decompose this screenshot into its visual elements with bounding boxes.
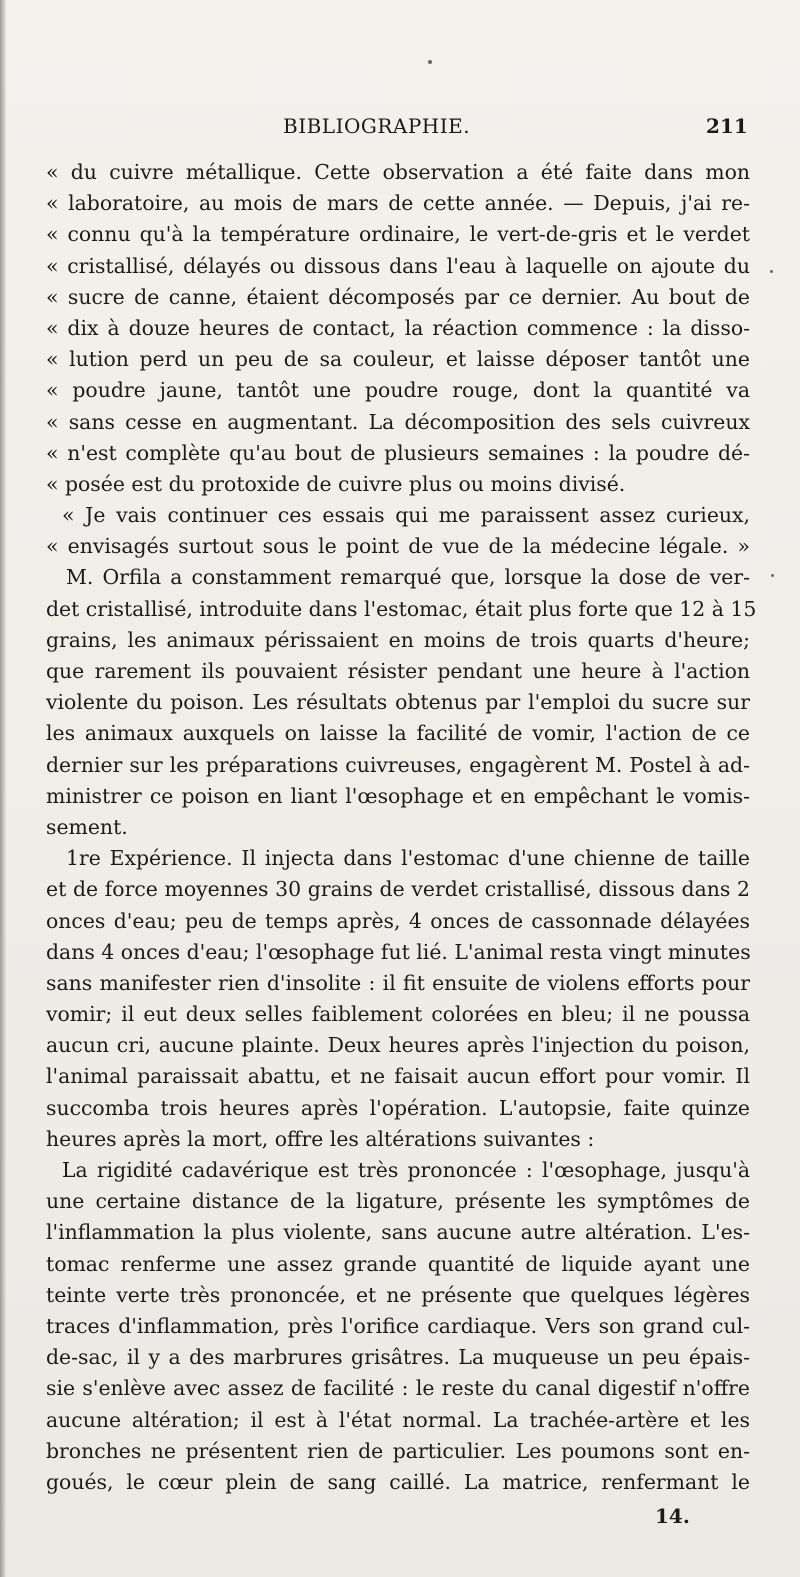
- text-line: sie s'enlève avec assez de facilité : le reste du canal digestif n'offre: [46, 1376, 750, 1401]
- text-line: « sans cesse en augmentant. La décomposition des sels cuivreux: [46, 409, 750, 434]
- text-line: goués, le cœur plein de sang caillé. La matrice, renfermant le: [46, 1469, 750, 1494]
- page-number: 211: [706, 114, 748, 138]
- text-line: « cristallisé, délayés ou dissous dans l'eau à laquelle on ajoute du: [46, 253, 750, 278]
- body-text: [46, 157, 757, 1498]
- ink-speck: [771, 574, 774, 577]
- text-line: l'inflammation la plus violente, sans aucune autre altération. L'es-: [46, 1220, 750, 1245]
- text-line: heures après la mort, offre les altérations suivantes :: [46, 1126, 595, 1151]
- text-line: 1re Expérience. Il injecta dans l'estomac d'une chienne de taille: [66, 846, 750, 871]
- text-line: aucune altération; il est à l'état normal. La trachée-artère et les: [46, 1407, 750, 1432]
- text-line: « laboratoire, au mois de mars de cette année. — Depuis, j'ai re-: [46, 191, 750, 216]
- text-line: violente du poison. Les résultats obtenus par l'emploi du sucre sur: [46, 690, 750, 715]
- text-line: « posée est du protoxide de cuivre plus ou moins divisé.: [46, 471, 626, 496]
- text-line: dans 4 onces d'eau; l'œsophage fut lié. L'animal resta vingt minutes: [46, 939, 751, 964]
- text-line: tomac renferme une assez grande quantité de liquide ayant une: [46, 1251, 750, 1276]
- ink-speck: [428, 60, 432, 64]
- text-line: « envisagés surtout sous le point de vue de la médecine légale. »: [46, 534, 750, 559]
- page-edge-shadow: [0, 0, 6, 1577]
- text-line: « dix à douze heures de contact, la réaction commence : la disso-: [46, 315, 750, 340]
- text-line: « du cuivre métallique. Cette observation a été faite dans mon: [46, 160, 750, 184]
- page-header: [0, 114, 800, 144]
- text-line: succomba trois heures après l'opération. L'autopsie, faite quinze: [46, 1095, 750, 1120]
- text-line: aucun cri, aucune plainte. Deux heures après l'injection du poison,: [46, 1033, 750, 1058]
- text-line: grains, les animaux périssaient en moins de trois quarts d'heure;: [46, 627, 750, 652]
- text-line: det cristallisé, introduite dans l'estomac, était plus forte que 12 à 15: [46, 596, 757, 621]
- running-head: BIBLIOGRAPHIE.: [283, 114, 471, 138]
- text-line: traces d'inflammation, près l'orifice cardiaque. Vers son grand cul-: [46, 1313, 750, 1338]
- text-line: que rarement ils pouvaient résister pendant une heure à l'action: [46, 659, 750, 683]
- text-line: les animaux auxquels on laisse la facilité de vomir, l'action de ce: [46, 721, 750, 746]
- text-line: « connu qu'à la température ordinaire, le vert-de-gris et le verdet: [46, 222, 750, 247]
- text-line: La rigidité cadavérique est très prononcée : l'œsophage, jusqu'à: [62, 1158, 750, 1182]
- text-line: de-sac, il y a des marbrures grisâtres. La muqueuse un peu épais-: [46, 1345, 750, 1370]
- text-line: et de force moyennes 30 grains de verdet cristallisé, dissous dans 2: [46, 877, 750, 902]
- text-line: M. Orfila a constamment remarqué que, lorsque la dose de ver-: [66, 565, 750, 590]
- text-line: « lution perd un peu de sa couleur, et laisse déposer tantôt une: [46, 347, 750, 372]
- text-line: « sucre de canne, étaient décomposés par ce dernier. Au bout de: [46, 284, 750, 309]
- text-line: l'animal paraissait abattu, et ne faisait aucun effort pour vomir. Il: [46, 1064, 750, 1089]
- text-line: « poudre jaune, tantôt une poudre rouge, dont la quantité va: [46, 378, 750, 403]
- text-line: teinte verte très prononcée, et ne présente que quelques légères: [46, 1282, 750, 1307]
- text-line: une certaine distance de la ligature, présente les symptômes de: [46, 1189, 750, 1214]
- text-line: onces d'eau; peu de temps après, 4 onces de cassonnade délayées: [46, 908, 750, 933]
- text-line: ministrer ce poison en liant l'œsophage et en empêchant le vomis-: [46, 783, 750, 808]
- text-line: dernier sur les préparations cuivreuses, engagèrent M. Postel à ad-: [46, 752, 750, 777]
- text-line: bronches ne présentent rien de particulier. Les poumons sont en-: [46, 1438, 750, 1463]
- text-line: « Je vais continuer ces essais qui me paraissent assez curieux,: [62, 503, 750, 528]
- text-line: sement.: [46, 814, 128, 839]
- signature-mark: 14.: [655, 1504, 690, 1528]
- ink-speck: [770, 270, 773, 273]
- text-line: sans manifester rien d'insolite : il fit ensuite de violens efforts pour: [46, 970, 750, 995]
- text-line: « n'est complète qu'au bout de plusieurs semaines : la poudre dé-: [46, 440, 750, 465]
- text-line: vomir; il eut deux selles faiblement colorées en bleu; il ne poussa: [46, 1002, 750, 1027]
